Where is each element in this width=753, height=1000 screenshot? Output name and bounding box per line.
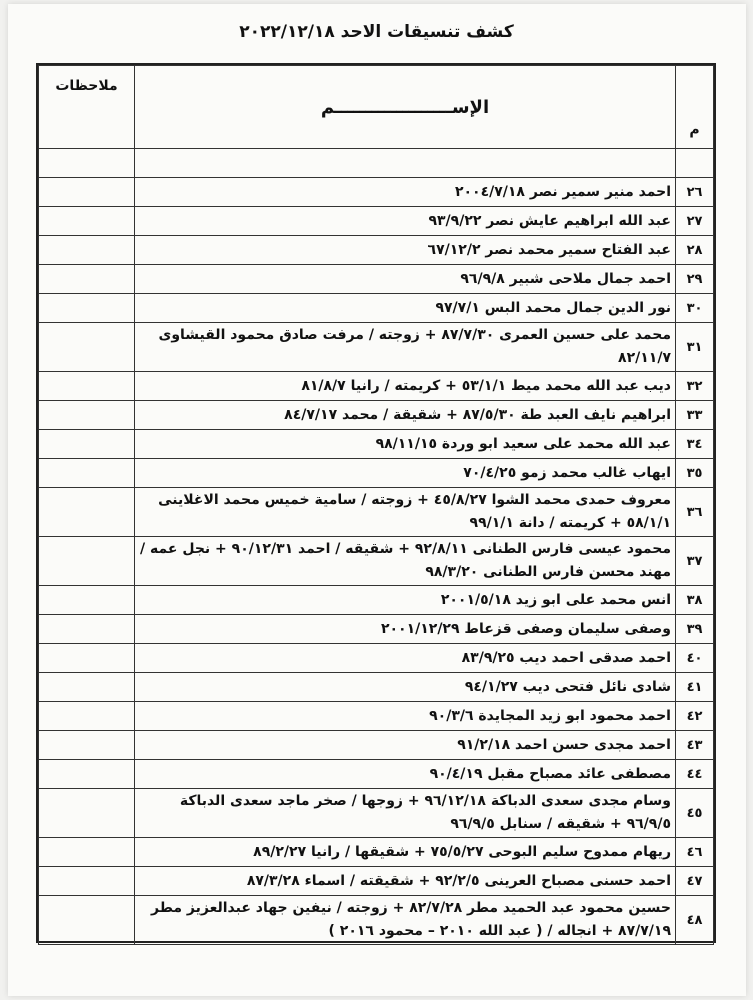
row-name: احمد حسنى مصباح العرينى ٩٢/٢/٥ + شقيقته / اسماء ٨٧/٣/٢٨ (135, 867, 676, 896)
row-num: ٤٣ (676, 731, 714, 760)
col-header-num: م (676, 66, 714, 149)
row-num: ٤٢ (676, 702, 714, 731)
row-notes (39, 702, 135, 731)
row-num: ٣٨ (676, 586, 714, 615)
table-row (39, 615, 714, 644)
row-name: احمد منير سمير نصر ٢٠٠٤/٧/١٨ (135, 178, 676, 207)
table-row (39, 372, 714, 401)
table-row (39, 644, 714, 673)
row-notes (39, 294, 135, 323)
page-title: كشف تنسيقات الاحد ٢٠٢٢/١٢/١٨ (239, 22, 514, 42)
table-row (39, 586, 714, 615)
row-notes (39, 207, 135, 236)
row-notes (39, 615, 135, 644)
row-num: ٣٠ (676, 294, 714, 323)
row-notes (39, 673, 135, 702)
table-row (39, 294, 714, 323)
row-name: محمود عيسى فارس الطنانى ٩٢/٨/١١ + شقيقه / احمد ٩٠/١٢/٣١ + نجل عمه / مهند محسن فارس الطنانى ٩٨/٣/٢٠ (135, 537, 676, 586)
table-row (39, 207, 714, 236)
table-row (39, 459, 714, 488)
col-header-name: الإســـــــــــــــــــم (135, 66, 676, 149)
row-notes (39, 867, 135, 896)
row-num: ٢٦ (676, 178, 714, 207)
row-notes (39, 430, 135, 459)
row-name: وسام مجدى سعدى الدباكة ٩٦/١٢/١٨ + زوجها / صخر ماجد سعدى الدباكة ٩٦/٩/٥ + شقيقه / سنابل ٩٦/٩/٥ (135, 789, 676, 838)
row-name: مصطفى عائد مصباح مقبل ٩٠/٤/١٩ (135, 760, 676, 789)
row-num: ٣٩ (676, 615, 714, 644)
row-name (135, 149, 676, 178)
row-notes (39, 760, 135, 789)
row-name: عبد الله محمد على سعيد ابو وردة ٩٨/١١/١٥ (135, 430, 676, 459)
row-num: ٣٢ (676, 372, 714, 401)
row-name: شادى نائل فتحى ديب ٩٤/١/٢٧ (135, 673, 676, 702)
row-name: معروف حمدى محمد الشوا ٤٥/٨/٢٧ + زوجته / سامية خميس محمد الاغلاينى ٥٨/١/١ + كريمته / دانة ٩٩/١/١ (135, 488, 676, 537)
table-row (39, 149, 714, 178)
row-num: ٣٣ (676, 401, 714, 430)
table-row (39, 430, 714, 459)
row-notes (39, 178, 135, 207)
table-row (39, 488, 714, 537)
row-notes (39, 323, 135, 372)
row-notes (39, 265, 135, 294)
row-name: ريهام ممدوح سليم البوحى ٧٥/٥/٢٧ + شقيقها / رانيا ٨٩/٢/٢٧ (135, 838, 676, 867)
table-row (39, 896, 714, 945)
row-notes (39, 586, 135, 615)
table-row (39, 323, 714, 372)
row-num: ٤٦ (676, 838, 714, 867)
row-notes (39, 644, 135, 673)
table-row (39, 537, 714, 586)
row-notes (39, 459, 135, 488)
names-table-frame (36, 63, 716, 943)
row-notes (39, 401, 135, 430)
row-notes (39, 488, 135, 537)
row-notes (39, 789, 135, 838)
row-name: وصفى سليمان وصفى قزعاط ٢٠٠١/١٢/٢٩ (135, 615, 676, 644)
row-num: ٢٨ (676, 236, 714, 265)
row-notes (39, 731, 135, 760)
table-header-row (39, 66, 714, 149)
table-row (39, 401, 714, 430)
row-notes (39, 838, 135, 867)
table-row (39, 702, 714, 731)
row-num: ٣٥ (676, 459, 714, 488)
names-table (38, 65, 714, 945)
row-name: احمد مجدى حسن احمد ٩١/٢/١٨ (135, 731, 676, 760)
table-row (39, 236, 714, 265)
table-row (39, 867, 714, 896)
table-row (39, 838, 714, 867)
table-row (39, 760, 714, 789)
row-num: ٣٧ (676, 537, 714, 586)
row-notes (39, 537, 135, 586)
row-notes (39, 372, 135, 401)
table-row (39, 265, 714, 294)
row-name: محمد على حسين العمرى ٨٧/٧/٣٠ + زوجته / مرفت صادق محمود القيشاوى ٨٢/١١/٧ (135, 323, 676, 372)
row-num: ٤٧ (676, 867, 714, 896)
row-name: احمد محمود ابو زيد المجايدة ٩٠/٣/٦ (135, 702, 676, 731)
col-header-notes: ملاحظات (39, 66, 135, 149)
row-name: ايهاب غالب محمد زمو ٧٠/٤/٢٥ (135, 459, 676, 488)
row-num (676, 149, 714, 178)
row-notes (39, 236, 135, 265)
row-num: ٤٥ (676, 789, 714, 838)
row-name: ديب عبد الله محمد ميط ٥٣/١/١ + كريمته / رانيا ٨١/٨/٧ (135, 372, 676, 401)
row-num: ٤٠ (676, 644, 714, 673)
row-num: ٤٤ (676, 760, 714, 789)
row-num: ٣١ (676, 323, 714, 372)
row-name: انس محمد على ابو زيد ٢٠٠١/٥/١٨ (135, 586, 676, 615)
row-name: احمد صدقى احمد ديب ٨٣/٩/٢٥ (135, 644, 676, 673)
row-name: نور الدين جمال محمد البس ٩٧/٧/١ (135, 294, 676, 323)
row-num: ٢٧ (676, 207, 714, 236)
row-num: ٢٩ (676, 265, 714, 294)
row-name: ابراهيم نايف العبد طة ٨٧/٥/٣٠ + شقيقة / محمد ٨٤/٧/١٧ (135, 401, 676, 430)
row-num: ٣٤ (676, 430, 714, 459)
row-name: عبد الله ابراهيم عايش نصر ٩٣/٩/٢٢ (135, 207, 676, 236)
row-num: ٤١ (676, 673, 714, 702)
row-num: ٣٦ (676, 488, 714, 537)
table-row (39, 731, 714, 760)
row-notes (39, 896, 135, 945)
table-row (39, 673, 714, 702)
row-name: عبد الفتاح سمير محمد نصر ٦٧/١٢/٢ (135, 236, 676, 265)
row-name: حسين محمود عبد الحميد مطر ٨٢/٧/٢٨ + زوجته / نيفين جهاد عبدالعزيز مطر ٨٧/٧/١٩ + انجاله / ( عبد الله ٢٠١٠ – محمود ٢٠١٦ ) (135, 896, 676, 945)
row-notes (39, 149, 135, 178)
row-name: احمد جمال ملاحى شبير ٩٦/٩/٨ (135, 265, 676, 294)
row-num: ٤٨ (676, 896, 714, 945)
table-row (39, 789, 714, 838)
table-row (39, 178, 714, 207)
